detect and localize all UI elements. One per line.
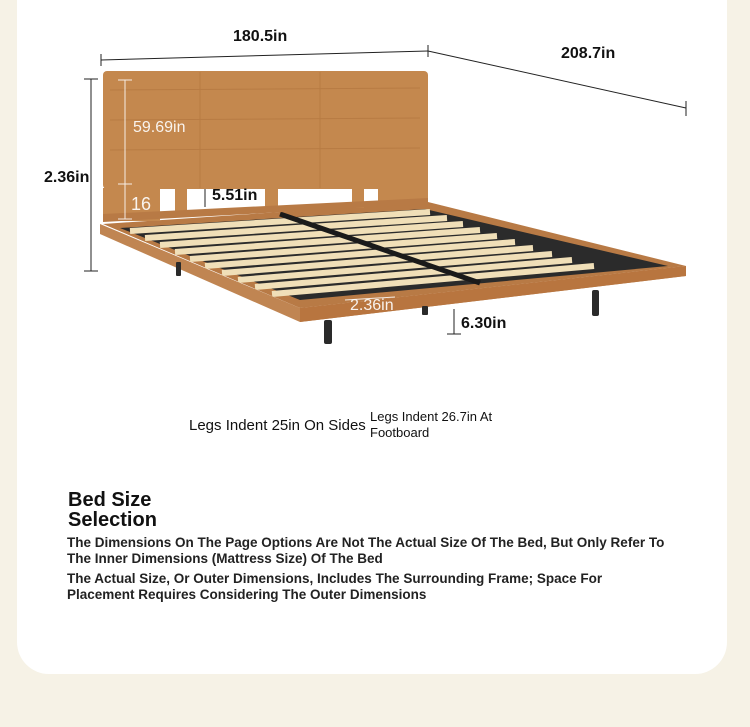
legs-sides-note: Legs Indent 25in On Sides (189, 417, 366, 434)
lower-panel-label: 16 (131, 194, 152, 214)
leg-height-label: 6.30in (461, 315, 507, 332)
width-label: 180.5in (233, 28, 288, 45)
legs-footboard-note: Legs Indent 26.7in At Footboard (370, 409, 493, 440)
headboard-panel-label: 59.69in (133, 119, 186, 136)
total-height-label: 2.36in (44, 169, 90, 186)
length-label: 208.7in (561, 45, 616, 62)
size-note-2: The Actual Size, Or Outer Dimensions, Includes The Surrounding Frame; Space For Placement Requires Considering The Outer Dimensions (67, 571, 603, 602)
frame-thickness-label: 2.36in (350, 297, 394, 314)
section-title: Bed Size Selection (68, 489, 157, 531)
size-note-1: The Dimensions On The Page Options Are Not The Actual Size Of The Bed, But Only Refer To The Inner Dimensions (Mattress Size) Of The Bed (67, 535, 665, 566)
headboard-gap-label: 5.51in (212, 187, 258, 204)
